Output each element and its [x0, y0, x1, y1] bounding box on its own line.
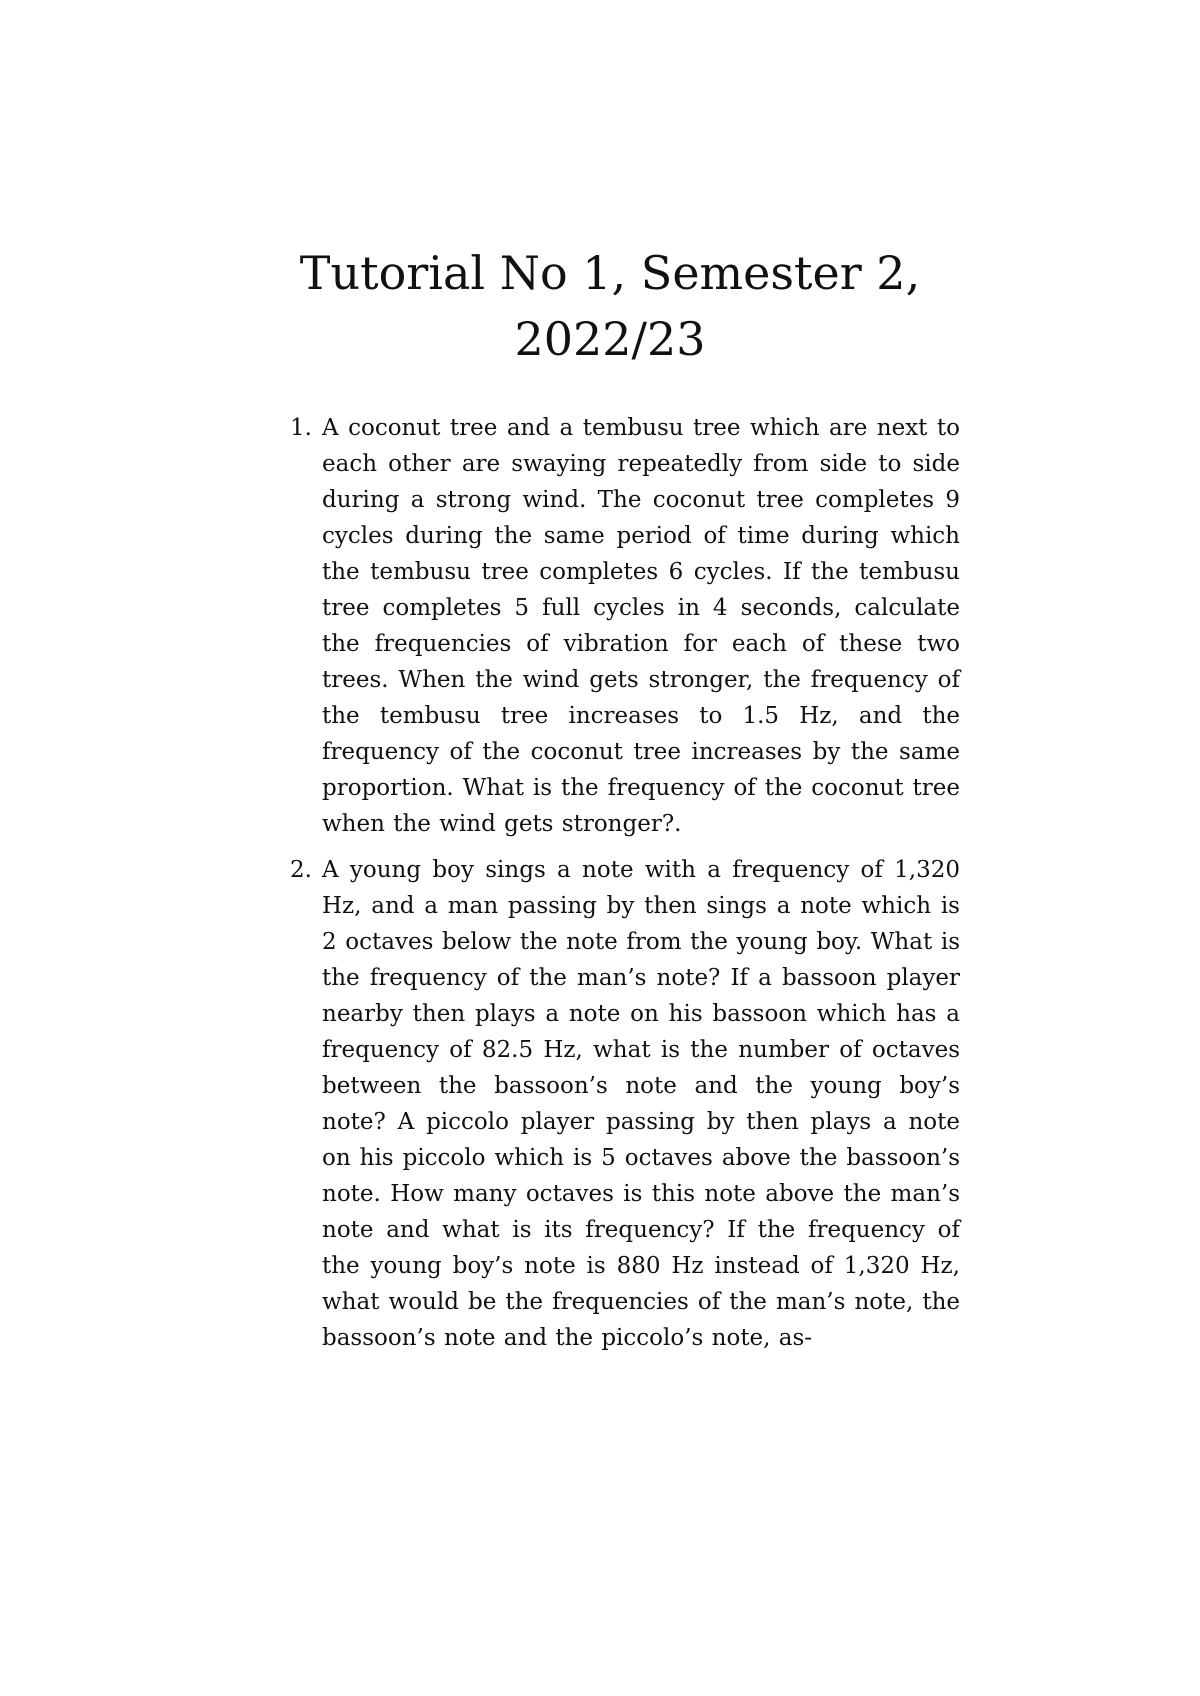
title-line-1: Tutorial No 1, Semester 2,: [299, 246, 921, 300]
title-line-2: 2022/23: [514, 312, 706, 366]
problem-list: [290, 410, 960, 1366]
problem-item-1: [290, 410, 960, 842]
page-title: [270, 240, 950, 372]
problem-text-1: A coconut tree and a tembusu tree which are next to each other are swaying repeatedly from side to side during a strong wind. The coconut tree completes 9 cycles during the same period of time during which the tembusu tree completes 6 cycles. If the tembusu tree completes 5 full cycles in 4 seconds, calculate the frequencies of vibration for each of these two trees. When the wind gets stronger, the frequency of the tembusu tree increases to 1.5 Hz, and the frequency of the coconut tree increases by the same proportion. What is the frequency of the coconut tree when the wind gets stronger?.: [322, 415, 960, 837]
problem-number-2: 2.: [290, 857, 312, 883]
problem-item-2: [290, 852, 960, 1356]
problem-text-2: A young boy sings a note with a frequency of 1,320 Hz, and a man passing by then sings a note which is 2 octaves below the note from the young boy. What is the frequency of the man’s note? If a bassoon player nearby then plays a note on his bassoon which has a frequency of 82.5 Hz, what is the number of octaves between the bassoon’s note and the young boy’s note? A piccolo player passing by then plays a note on his piccolo which is 5 octaves above the bassoon’s note. How many octaves is this note above the man’s note and what is its frequency? If the frequency of the young boy’s note is 880 Hz instead of 1,320 Hz, what would be the frequencies of the man’s note, the bassoon’s note and the piccolo’s note, as-: [322, 857, 960, 1351]
problem-number-1: 1.: [290, 415, 312, 441]
